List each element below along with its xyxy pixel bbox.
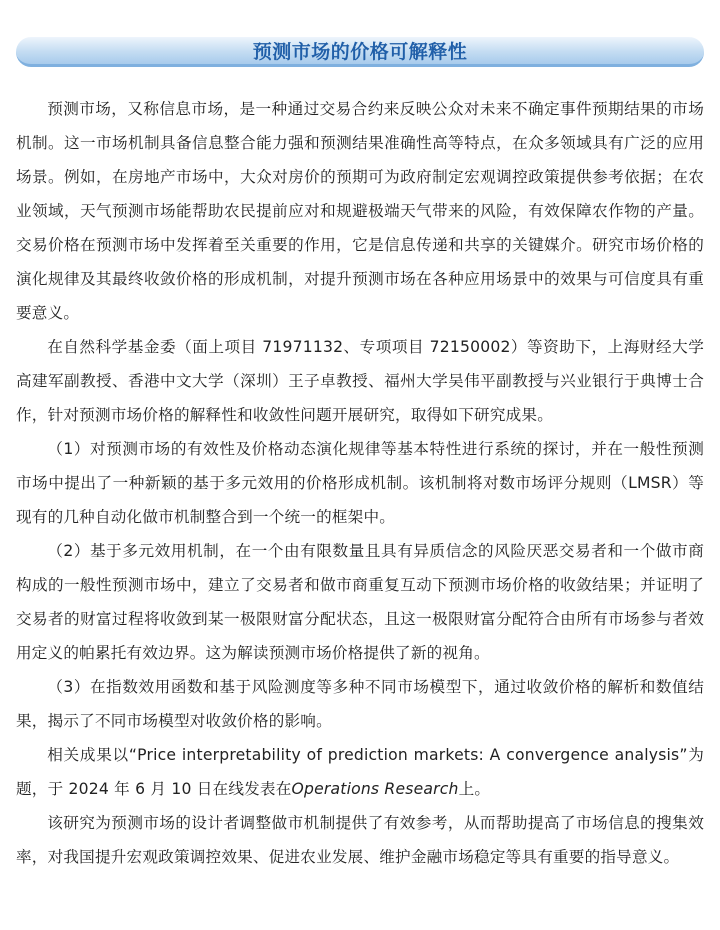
funding-paragraph: 在自然科学基金委（面上项目 71971132、专项项目 72150002）等资助下，上海财经大学高建军副教授、香港中文大学（深圳）王子卓教授、福州大学吴伟平副教授与兴业银行于典博士合作，针对预测市场价格的解释性和收敛性问题开展研究，取得如下研究成果。 xyxy=(16,338,704,424)
publication-text-after: 上。 xyxy=(458,780,491,798)
closing-paragraph: 该研究为预测市场的设计者调整做市机制提供了有效参考，从而帮助提高了市场信息的搜集效率，对我国提升宏观政策调控效果、促进农业发展、维护金融市场稳定等具有重要的指导意义。 xyxy=(16,814,704,866)
intro-paragraph: 预测市场，又称信息市场，是一种通过交易合约来反映公众对未来不确定事件预期结果的市场机制。这一市场机制具备信息整合能力强和预测结果准确性高等特点，在众多领域具有广泛的应用场景。例如，在房地产市场中，大众对房价的预期可为政府制定宏观调控政策提供参考依据；在农业领域，天气预测市场能帮助农民提前应对和规避极端天气带来的风险，有效保障农作物的产量。交易价格在预测市场中发挥着至关重要的作用，它是信息传递和共享的关键媒介。研究市场价格的演化规律及其最终收敛价格的形成机制，对提升预测市场在各种应用场景中的效果与可信度具有重要意义。 xyxy=(16,100,704,322)
journal-name: Operations Research xyxy=(291,780,459,798)
publication-paragraph xyxy=(16,738,704,806)
finding-3-paragraph: （3）在指数效用函数和基于风险测度等多种不同市场模型下，通过收敛价格的解析和数值结果，揭示了不同市场模型对收敛价格的影响。 xyxy=(16,678,704,730)
article-body xyxy=(16,92,704,874)
finding-2-paragraph: （2）基于多元效用机制，在一个由有限数量且具有异质信念的风险厌恶交易者和一个做市商构成的一般性预测市场中，建立了交易者和做市商重复互动下预测市场价格的收敛结果；并证明了交易者的财富过程将收敛到某一极限财富分配状态，且这一极限财富分配符合由所有市场参与者效用定义的帕累托有效边界。这为解读预测市场价格提供了新的视角。 xyxy=(16,542,704,662)
finding-1-paragraph: （1）对预测市场的有效性及价格动态演化规律等基本特性进行系统的探讨，并在一般性预测市场中提出了一种新颖的基于多元效用的价格形成机制。该机制将对数市场评分规则（LMSR）等现有的几种自动化做市机制整合到一个统一的框架中。 xyxy=(16,440,704,526)
publication-text-before: 相关成果以“Price interpretability of prediction markets: A convergence analysis”为题，于 2024 年 6 月 10 日在线发表在 xyxy=(16,746,704,798)
title-banner xyxy=(16,37,704,67)
page-title: 预测市场的价格可解释性 xyxy=(252,41,468,63)
